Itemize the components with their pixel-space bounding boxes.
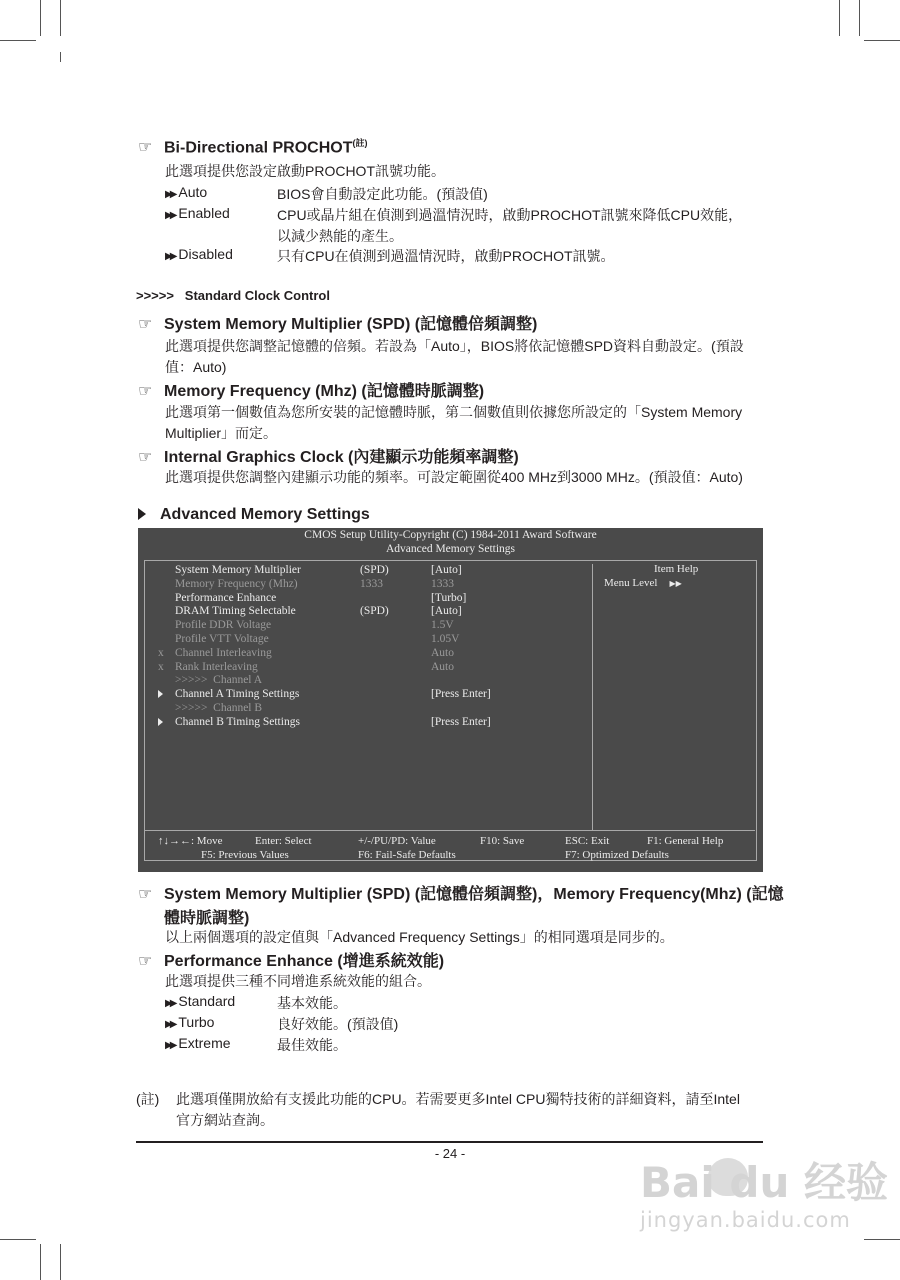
bios-setting-mode: 1333 <box>360 577 383 590</box>
bios-setting-name: >>>>> Channel A <box>175 674 263 687</box>
bios-setting-row[interactable] <box>138 633 588 647</box>
footer-f7: F7: Optimized Defaults <box>565 849 669 861</box>
crop-mark <box>0 40 36 41</box>
bios-setting-name: Performance Enhance <box>175 591 277 604</box>
bios-setting-row[interactable] <box>138 564 588 578</box>
footer-rule <box>136 1141 763 1143</box>
crop-mark <box>864 40 900 41</box>
bios-setting-name: Channel A Timing Settings <box>175 688 300 701</box>
pointing-hand-icon: ☞ <box>138 886 153 903</box>
note-mark: (註) <box>352 138 368 148</box>
item-desc: 此選項提供您調整記憶體的倍頻。若設為「Auto」，BIOS將依記憶體SPD資料自動設定。(預設 <box>165 338 744 354</box>
watermark-url: jingyan.baidu.com <box>640 1208 851 1232</box>
crop-mark <box>40 1244 41 1280</box>
bios-setting-row[interactable] <box>138 688 588 702</box>
bios-setting-value: 1333 <box>431 577 454 590</box>
footer-move: ↑↓→←: Move <box>158 835 223 847</box>
pointing-hand-icon: ☞ <box>138 953 153 970</box>
bios-setting-value: [Auto] <box>431 605 462 618</box>
bios-setting-row[interactable] <box>138 647 588 661</box>
page-number: - 24 - <box>434 1146 466 1161</box>
bios-setting-row[interactable] <box>138 702 588 716</box>
bios-setting-name: Profile VTT Voltage <box>175 633 269 645</box>
footer-esc: ESC: Exit <box>565 835 610 847</box>
bios-setting-name: Channel Interleaving <box>175 646 272 659</box>
option-row: ▶▶ Extreme 最佳效能。 <box>165 1035 347 1053</box>
bios-screenshot <box>138 528 763 872</box>
crop-mark <box>859 0 860 36</box>
crop-mark <box>839 0 840 36</box>
item-desc-cont: 值：Auto) <box>165 359 227 375</box>
submenu-arrow-icon <box>158 690 163 698</box>
item-desc: 此選項提供您調整內建顯示功能的頻率。可設定範圍從400 MHz到3000 MHz。(預設值：Auto) <box>165 469 743 485</box>
bios-setting-value: 1.5V <box>431 619 454 632</box>
crop-mark <box>60 0 61 36</box>
item-help-title: Item Help <box>654 563 699 575</box>
bios-setting-value: 1.05V <box>431 633 460 645</box>
footer-f6: F6: Fail-Safe Defaults <box>358 849 456 861</box>
item-heading: ☞ System Memory Multiplier (SPD) (記憶體倍頻調整)，Memory Frequency(Mhz) (記憶 <box>138 886 784 903</box>
triangle-icon <box>138 508 146 520</box>
footnote-text: 此選項僅開放給有支援此功能的CPU。若需要更多Intel CPU獨特技術的詳細資料，請至Intel <box>176 1091 740 1107</box>
bios-setting-row[interactable] <box>138 716 588 730</box>
footer-f10: F10: Save <box>480 835 525 847</box>
bios-setting-row[interactable] <box>138 578 588 592</box>
option-row: ▶▶ Enabled CPU或晶片組在偵測到過溫情況時，啟動PROCHOT訊號來降低CPU效能， <box>165 205 743 223</box>
disabled-mark: x <box>158 646 164 659</box>
menu-level: Menu Level ▶▶ <box>604 577 682 589</box>
option-row: ▶▶ Auto BIOS會自動設定此功能。(預設值) <box>165 184 488 202</box>
double-arrow-icon: ▶▶ <box>165 1019 175 1030</box>
prochot-title: Bi-Directional PROCHOT <box>164 139 353 157</box>
item-desc: 此選項第一個數值為您所安裝的記憶體時脈，第二個數值則依據您所設定的「System Memory <box>165 404 743 420</box>
item-heading: ☞ Performance Enhance (增進系統效能) <box>138 953 445 970</box>
bios-setting-row[interactable] <box>138 674 588 688</box>
standard-clock-heading: >>>>> Standard Clock Control <box>136 288 330 303</box>
bios-setting-name: Rank Interleaving <box>175 660 258 673</box>
crop-mark <box>60 1244 61 1280</box>
item-heading: ☞ Internal Graphics Clock (內建顯示功能頻率調整) <box>138 449 519 466</box>
option-row: ▶▶ Standard 基本效能。 <box>165 993 347 1011</box>
footer-f5: F5: Previous Values <box>201 849 289 861</box>
footer-f1: F1: General Help <box>647 835 724 847</box>
bios-setting-mode: (SPD) <box>360 564 389 576</box>
option-row: ▶▶ Turbo 良好效能。(預設值) <box>165 1014 399 1032</box>
pointing-hand-icon: ☞ <box>138 316 153 333</box>
crop-mark <box>60 52 61 62</box>
bios-setting-value: Auto <box>431 646 454 659</box>
advanced-memory-heading: Advanced Memory Settings <box>138 506 370 524</box>
double-arrow-icon: ▶▶ <box>165 189 175 200</box>
item-desc: 此選項提供三種不同增進系統效能的組合。 <box>165 973 431 989</box>
pointing-hand-icon: ☞ <box>138 383 153 400</box>
bios-help-pane <box>592 564 752 830</box>
item-desc-cont: Multiplier」而定。 <box>165 425 278 441</box>
item-desc: 以上兩個選項的設定值與「Advanced Frequency Settings」的相同選項是同步的。 <box>165 929 674 945</box>
footer-value: +/-/PU/PD: Value <box>358 835 436 847</box>
bios-setting-name: System Memory Multiplier <box>175 564 301 576</box>
bios-setting-row[interactable] <box>138 592 588 606</box>
bios-setting-row[interactable] <box>138 661 588 675</box>
bios-setting-value: [Press Enter] <box>431 715 491 728</box>
bios-setting-value: Auto <box>431 660 454 673</box>
option-row: ▶▶ Disabled 只有CPU在偵測到過溫情況時，啟動PROCHOT訊號。 <box>165 246 615 264</box>
crop-mark <box>864 1239 900 1240</box>
bios-setting-mode: (SPD) <box>360 605 389 618</box>
bios-setting-name: DRAM Timing Selectable <box>175 605 296 618</box>
item-heading-cont: 體時脈調整) <box>164 910 250 927</box>
bios-setting-row[interactable] <box>138 619 588 633</box>
bios-setting-row[interactable] <box>138 605 588 619</box>
bios-setting-name: Profile DDR Voltage <box>175 619 272 632</box>
bios-setting-value: [Turbo] <box>431 591 467 604</box>
footer-enter: Enter: Select <box>255 835 312 847</box>
pointing-hand-icon: ☞ <box>138 139 153 157</box>
bios-footer-divider <box>144 830 755 831</box>
prochot-desc: 此選項提供您設定啟動PROCHOT訊號功能。 <box>165 163 445 179</box>
crop-mark <box>40 0 41 36</box>
item-heading: ☞ System Memory Multiplier (SPD) (記憶體倍頻調整) <box>138 316 538 333</box>
bios-subtitle: Advanced Memory Settings <box>385 543 516 555</box>
crop-mark <box>0 1239 36 1240</box>
prochot-heading <box>138 136 367 157</box>
footnote-label: (註) <box>136 1091 160 1107</box>
bios-setting-name: Memory Frequency (Mhz) <box>175 577 298 590</box>
bios-setting-name: >>>>> Channel B <box>175 702 263 714</box>
bios-title: CMOS Setup Utility-Copyright (C) 1984-2011 Award Software <box>304 529 597 541</box>
double-arrow-icon: ▶▶ <box>165 251 175 262</box>
disabled-mark: x <box>158 660 164 673</box>
submenu-arrow-icon <box>158 718 163 726</box>
watermark-logo: Bai du 经验 <box>640 1158 888 1207</box>
item-heading: ☞ Memory Frequency (Mhz) (記憶體時脈調整) <box>138 383 485 400</box>
bios-setting-name: Channel B Timing Settings <box>175 715 300 728</box>
double-arrow-icon: ▶▶ <box>165 210 175 221</box>
pointing-hand-icon: ☞ <box>138 449 153 466</box>
bios-setting-value: [Press Enter] <box>431 688 491 701</box>
footnote-text-cont: 官方網站查詢。 <box>176 1112 274 1128</box>
double-arrow-icon: ▶▶ <box>165 998 175 1009</box>
double-arrow-icon: ▶▶ <box>165 1040 175 1051</box>
bios-setting-value: [Auto] <box>431 564 462 576</box>
